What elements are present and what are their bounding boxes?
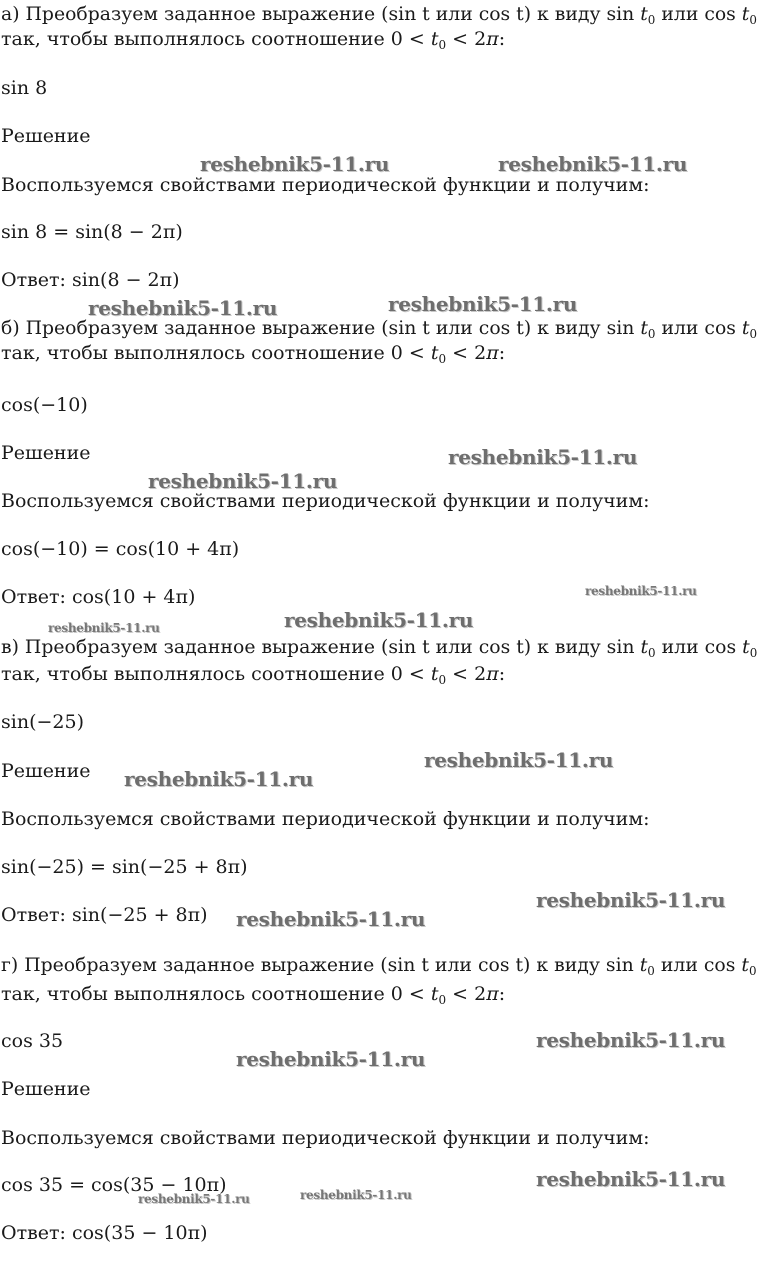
watermark: reshebnik5-11.ru (536, 1028, 726, 1052)
var-t: t (430, 342, 439, 364)
intro-text: или cos (655, 317, 742, 339)
watermark: reshebnik5-11.ru (536, 1167, 726, 1191)
section-a-intro-line2 (1, 28, 505, 50)
var-t: t (640, 317, 648, 339)
pi-symbol: π (486, 663, 499, 685)
section-b-solution-label: Решение (1, 442, 91, 464)
section-c-answer: Ответ: sin(−25 + 8π) (1, 904, 208, 926)
section-d-solution-label: Решение (1, 1078, 91, 1100)
watermark: reshebnik5-11.ru (236, 907, 426, 931)
section-d-equation: cos 35 = cos(35 − 10π) (1, 1174, 227, 1196)
watermark: reshebnik5-11.ru (284, 608, 474, 632)
watermark: reshebnik5-11.ru (536, 888, 726, 912)
section-b-answer: Ответ: cos(10 + 4π) (1, 586, 196, 608)
watermark: reshebnik5-11.ru (388, 292, 578, 316)
sub-zero: 0 (647, 13, 656, 27)
watermark: reshebnik5-11.ru (448, 445, 638, 469)
sub-zero: 0 (438, 993, 447, 1007)
sub-zero: 0 (749, 327, 758, 341)
intro-text: < 2 (446, 663, 487, 685)
section-b-intro-line1 (1, 317, 757, 339)
var-t: t (639, 954, 648, 976)
section-c-intro-line2 (1, 663, 505, 685)
intro-text: так, чтобы выполнялось соотношение 0 < (1, 983, 431, 1005)
section-d-intro-line2 (1, 983, 505, 1005)
intro-text: или cos (655, 636, 743, 658)
section-a-expression: sin 8 (1, 77, 48, 99)
var-t: t (430, 28, 439, 50)
sub-zero: 0 (648, 646, 656, 660)
section-c-intro-line1 (1, 636, 757, 658)
intro-text: или cos (655, 3, 742, 25)
watermark: reshebnik5-11.ru (236, 1047, 426, 1071)
section-a-answer: Ответ: sin(8 − 2π) (1, 269, 180, 291)
sub-zero: 0 (438, 673, 447, 687)
section-d-answer: Ответ: cos(35 − 10π) (1, 1222, 208, 1244)
watermark: reshebnik5-11.ru (148, 469, 338, 493)
watermark: reshebnik5-11.ru (124, 767, 314, 791)
colon: : (498, 663, 506, 685)
section-b-method-text: Воспользуемся свойствами периодической функции и получим: (1, 490, 650, 512)
intro-text: а) Преобразуем заданное выражение (sin t или cos t) к виду sin (1, 3, 641, 25)
pi-symbol: π (486, 28, 499, 50)
var-t: t (741, 3, 750, 25)
colon: : (498, 983, 506, 1005)
colon: : (498, 342, 506, 364)
intro-text: б) Преобразуем заданное выражение (sin t или cos t) к виду sin (1, 317, 641, 339)
sub-zero: 0 (748, 964, 757, 978)
pi-symbol: π (486, 342, 499, 364)
watermark: reshebnik5-11.ru (138, 1192, 250, 1206)
section-c-equation: sin(−25) = sin(−25 + 8π) (1, 856, 248, 878)
sub-zero: 0 (438, 352, 447, 366)
sub-zero: 0 (749, 646, 758, 660)
intro-text: < 2 (446, 28, 487, 50)
watermark: reshebnik5-11.ru (88, 296, 278, 320)
watermark: reshebnik5-11.ru (498, 152, 688, 176)
section-b-expression: cos(−10) (1, 394, 88, 416)
watermark: reshebnik5-11.ru (585, 584, 697, 598)
var-t: t (640, 3, 648, 25)
var-t: t (430, 663, 439, 685)
intro-text: так, чтобы выполнялось соотношение 0 < (1, 28, 431, 50)
sub-zero: 0 (438, 38, 447, 52)
var-t: t (640, 636, 649, 658)
watermark: reshebnik5-11.ru (424, 748, 614, 772)
sub-zero: 0 (647, 964, 655, 978)
intro-text: г) Преобразуем заданное выражение (sin t или cos t) к виду sin (1, 954, 640, 976)
intro-text: < 2 (446, 342, 487, 364)
section-b-intro-line2 (1, 342, 505, 364)
var-t: t (430, 983, 439, 1005)
intro-text: или cos (654, 954, 742, 976)
intro-text: так, чтобы выполнялось соотношение 0 < (1, 342, 431, 364)
intro-text: < 2 (446, 983, 487, 1005)
var-t: t (741, 317, 750, 339)
colon: : (498, 28, 506, 50)
sub-zero: 0 (647, 327, 656, 341)
section-b-equation: cos(−10) = cos(10 + 4π) (1, 538, 240, 560)
section-d-method-text: Воспользуемся свойствами периодической функции и получим: (1, 1127, 650, 1149)
section-a-solution-label: Решение (1, 125, 91, 147)
watermark: reshebnik5-11.ru (48, 621, 160, 635)
section-c-expression: sin(−25) (1, 711, 84, 733)
sub-zero: 0 (749, 13, 757, 27)
section-c-solution-label: Решение (1, 760, 91, 782)
var-t: t (741, 954, 749, 976)
var-t: t (742, 636, 750, 658)
section-d-expression: cos 35 (1, 1030, 64, 1052)
section-a-method-text: Воспользуемся свойствами периодической функции и получим: (1, 174, 650, 196)
intro-text: в) Преобразуем заданное выражение (sin t или cos t) к виду sin (1, 636, 641, 658)
watermark: reshebnik5-11.ru (200, 152, 390, 176)
pi-symbol: π (486, 983, 499, 1005)
intro-text: так, чтобы выполнялось соотношение 0 < (1, 663, 431, 685)
section-c-method-text: Воспользуемся свойствами периодической функции и получим: (1, 808, 650, 830)
section-d-intro-line1 (1, 954, 757, 976)
section-a-equation: sin 8 = sin(8 − 2π) (1, 221, 183, 243)
watermark: reshebnik5-11.ru (300, 1188, 412, 1202)
section-a-intro-line1 (1, 3, 757, 25)
